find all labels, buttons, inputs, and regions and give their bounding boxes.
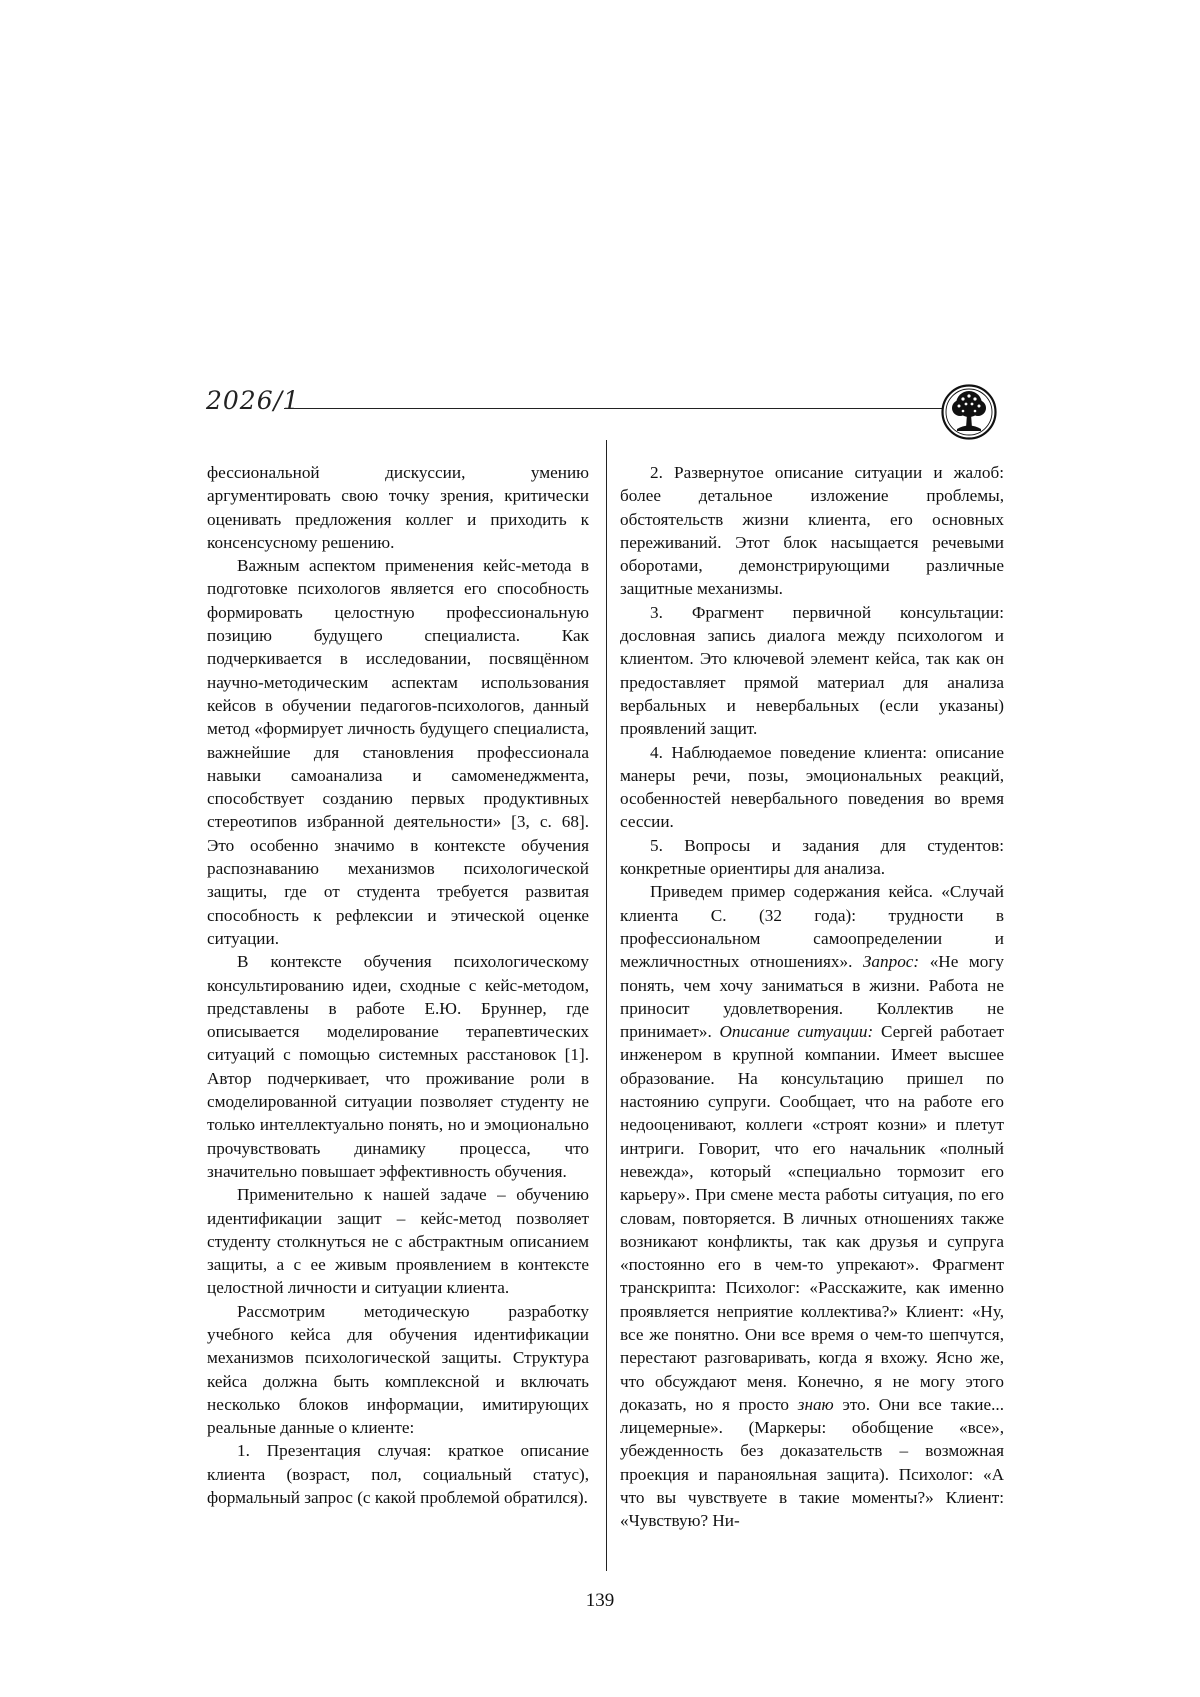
case-block-item-3: 3. Фрагмент первичной консультации: дословная запись диалога между психологом и клиентом. Это ключевой элемент кейса, так как он предоставляет прямой материал для анализа вербальных и невербальных (если указаны) проявлений защит. (620, 602, 1004, 739)
emphasis-know: знаю (797, 1394, 834, 1414)
client-request: «Не могу понять, чем хочу заниматься в жизни. Работа не приносит удовлетворения. Коллектив не принимает». (620, 952, 1004, 1042)
left-paragraph-1: фессиональной дискуссии, умению аргументировать свою точку зрения, критически оценивать предложения коллег и приходить к консенсусному решению. (207, 463, 589, 552)
case-block-item-5: 5. Вопросы и задания для студентов: конкретные ориентиры для анализа. (620, 835, 1004, 879)
left-paragraph-3: В контексте обучения психологическому консультированию идеи, сходные с кейс-методом, представлены в работе Е.Ю. Бруннер, где описывается моделирование терапевтических ситуаций с помощью системных расстановок [1]. Автор подчеркивает, что проживание роли в смоделированной ситуации позволяет студенту не только интеллектуально понять, но и эмоционально прочувствовать динамику процесса, что значительно повышает эффективность обучения. (207, 952, 589, 1181)
right-column (620, 461, 1004, 1533)
situation-description: Сергей работает инженером в крупной компании. Имеет высшее образование. На консультацию пришел по настоянию супруги. Сообщает, что на работе его недооценивают, коллеги «строят козни» и плетут интриги. Говорит, что его начальник «полный невежда», который «специально тормозит его карьеру». При смене места работы ситуация, по его словам, повторяется. В личных отношениях также возникают конфликты, так как друзья и супруга «постоянно его в чем-то упрекают». Фрагмент транскрипта: Психолог: «Расскажите, как именно проявляется неприятие коллектива?» Клиент: «Ну, все же понятно. Они все время о чем-то шепчутся, перестают разговаривать, когда я вхожу. Ясно же, что обсуждают меня. Конечно, я не могу этого доказать, но я просто (620, 1022, 1004, 1414)
left-paragraph-2: Важным аспектом применения кейс-метода в подготовке психологов является его способность формировать целостную профессиональную позицию будущего специалиста. Как подчеркивается в исследовании, посвящённом научно-методическим аспектам использования кейсов в обучении педагогов-психологов, данный метод «формирует личность будущего специалиста, важнейшие для становления профессионала навыки самоанализа и самоменеджмента, способствует созданию первых продуктивных стереотипов избранной деятельности» [3, с. 68]. Это особенно значимо в контексте обучения распознаванию механизмов психологической защиты, где от студента требуется развитая способность к рефлексии и этической оценке ситуации. (207, 556, 589, 948)
issue-number: 2026/1 (206, 386, 300, 415)
request-label: Запрос: (862, 952, 920, 972)
header-rule (284, 408, 946, 409)
left-paragraph-4: Применительно к нашей задаче – обучению идентификации защит – кейс-метод позволяет студенту столкнуться не с абстрактным описанием защиты, а с ее живым проявлением в контексте целостной личности и ситуации клиента. (207, 1185, 589, 1298)
tree-emblem-icon (941, 384, 997, 440)
case-example-intro: Приведем пример содержания кейса. «Случай клиента С. (32 года): трудности в профессиональном самоопределении и межличностных отношениях». (620, 882, 1004, 972)
case-block-item-4: 4. Наблюдаемое поведение клиента: описание манеры речи, позы, эмоциональных реакций, особенностей невербального поведения во время сессии. (620, 742, 1004, 832)
situation-label: Описание ситуации: (719, 1022, 874, 1042)
case-example-paragraph (620, 880, 1004, 1532)
column-divider (606, 440, 607, 1571)
transcript-continuation: это. Они все такие... лицемерные». (Маркеры: обобщение «все», убежденность без доказательств – возможная проекция и паранояльная защита). Психолог: «А что вы чувствуете в такие моменты?» Клиент: «Чувствую? Ни- (620, 1394, 1004, 1531)
left-paragraph-6: 1. Презентация случая: краткое описание клиента (возраст, пол, социальный статус), формальный запрос (с какой проблемой обратился). (207, 1441, 589, 1508)
case-block-item-2: 2. Развернутое описание ситуации и жалоб: более детальное изложение проблемы, обстоятельств жизни клиента, его основных переживаний. Этот блок насыщается речевыми оборотами, демонстрирующими различные защитные механизмы. (620, 463, 1004, 599)
left-paragraph-5: Рассмотрим методическую разработку учебного кейса для обучения идентификации механизмов психологической защиты. Структура кейса должна быть комплексной и включать несколько блоков информации, имитирующих реальные данные о клиенте: (207, 1301, 589, 1438)
running-header (206, 384, 998, 444)
page-number: 139 (585, 1590, 615, 1611)
left-column (207, 461, 589, 1509)
